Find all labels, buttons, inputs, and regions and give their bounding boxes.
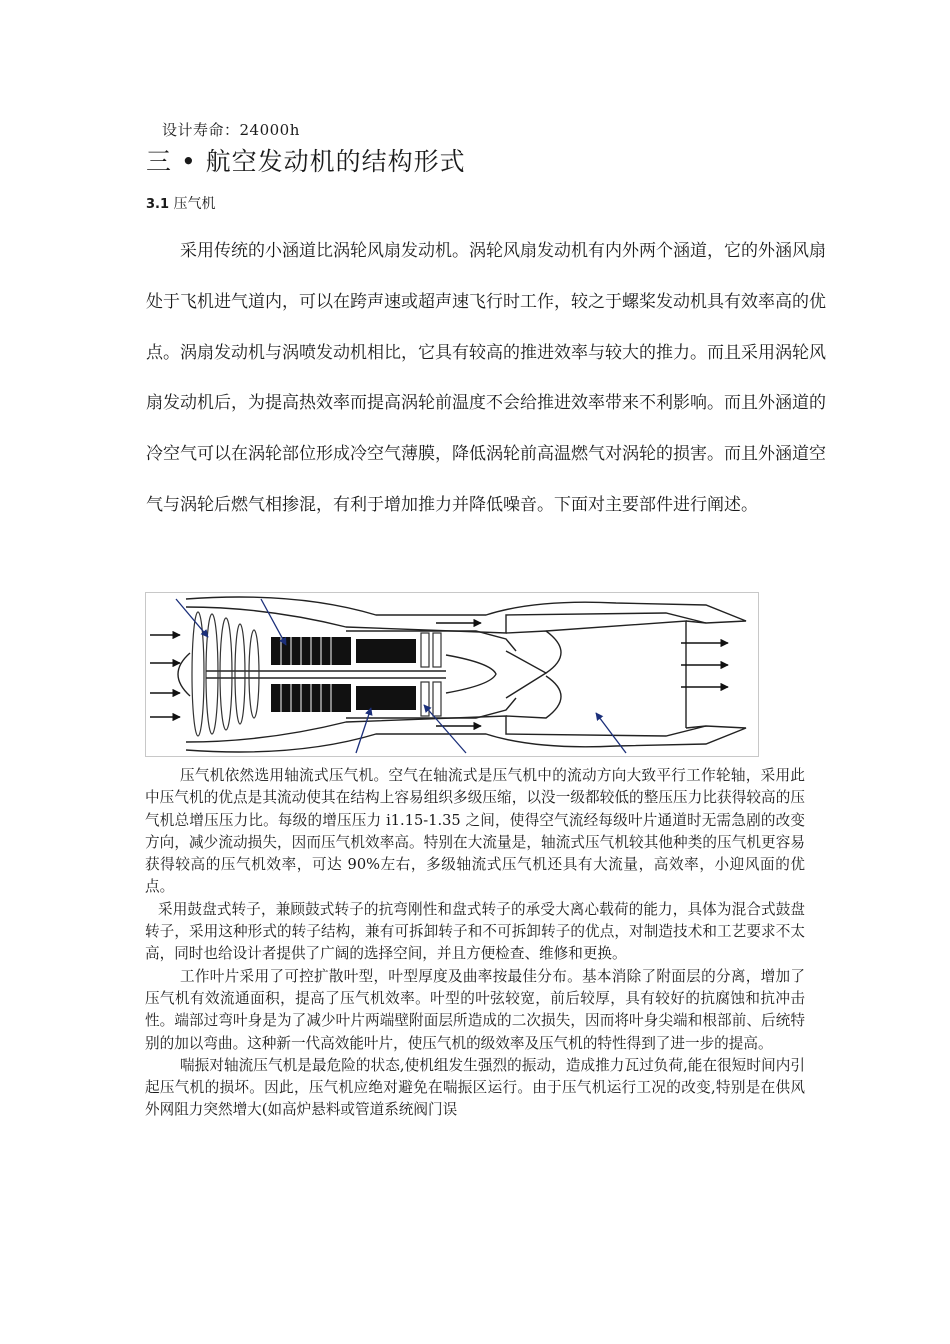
flameholder	[506, 651, 546, 698]
bypass-line-top	[186, 607, 706, 633]
paragraph-surge: 喘振对轴流压气机是最危险的状态,使机组发生强烈的振动，造成推力瓦过负荷,能在很短时间内引起压气机的损坏。因此，压气机应绝对避免在喘振区运行。由于压气机运行工况的改变,特别是在供风外网阻力突然增大(如高炉悬料或管道系统阀门误	[145, 1056, 805, 1119]
exhaust-cone	[446, 655, 496, 693]
paragraph-compressor-type: 压气机依然选用轴流式压气机。空气在轴流式是压气机中的流动方向大致平行工作轮轴，采用此中压气机的优点是其流动使其在结构上容易组织多级压缩，以没一级都较低的整压压力比获得较高的压气机总增压压力比。每级的增压压力 i1.15-1.35 之间，使得空气流经每级叶片通道时无需急剧的改变方向，减少流动损失，因而压气机效率高。特别在大流量是，轴流式压气机较其他种类的压气机更容易获得较高的压气机效率，可达 90%左右，多级轴流式压气机还具有大流量，高效率，小迎风面的优点。	[145, 767, 805, 896]
paragraph-rotor: 采用鼓盘式转子，兼顾鼓式转子的抗弯刚性和盘式转子的承受大离心载荷的能力，具体为混合式鼓盘转子，采用这种形式的转子结构，兼有可拆卸转子和不可拆卸转子的优点，对制造技术和工艺要求不太高，同时也给设计者提供了广阔的选择空间，并且方便检查、维修和更换。	[145, 900, 805, 963]
afterburner-bottom	[506, 676, 561, 718]
subsection-title: 压气机	[173, 196, 216, 212]
intro-paragraph: 采用传统的小涵道比涡轮风扇发动机。涡轮风扇发动机有内外两个涵道，它的外涵风扇处于飞机进气道内，可以在跨声速或超声速飞行时工作，较之于螺桨发动机具有效率高的优点。涡扇发动机与涡喷发动机相比，它具有较高的推进效率与较大的推力。而且采用涡轮风扇发动机后，为提高热效率而提高涡轮前温度不会给推进效率带来不利影响。而且外涵道的冷空气可以在涡轮部位形成冷空气薄膜，降低涡轮前高温燃气对涡轮的损害。而且外涵道空气与涡轮后燃气相掺混，有利于增加推力并降低噪音。下面对主要部件进行阐述。	[146, 241, 826, 515]
design-life-label: 设计寿命：24000h	[162, 121, 300, 139]
nacelle-outer-top	[186, 597, 746, 623]
body-text	[145, 765, 805, 1122]
turbine-stages	[421, 633, 441, 716]
section-heading: 三 • 航空发动机的结构形式	[146, 147, 466, 176]
turbofan-diagram	[146, 593, 758, 756]
inlet-spinner	[178, 653, 190, 696]
subsection-heading	[146, 193, 215, 213]
paragraph-blades: 工作叶片采用了可控扩散叶型，叶型厚度及曲率按最佳分布。基本消除了附面层的分离，增加了压气机有效流通面积，提高了压气机效率。叶型的叶弦较宽，前后较厚，具有较好的抗腐蚀和抗冲击性。端部过弯叶身是为了减少叶片两端壁附面层所造成的二次损失，因而将叶身尖端和根部前、后统特别的加以弯曲。这种新一代高效能叶片，使压气机的级效率及压气机的特性得到了进一步的提高。	[145, 967, 805, 1052]
label-pointers	[176, 599, 626, 753]
subsection-number: 3.1	[146, 197, 170, 212]
compressor-blocks	[271, 637, 416, 712]
nozzle-inner-top	[546, 621, 686, 728]
engine-figure	[145, 592, 759, 757]
nacelle-outer-bottom	[186, 726, 746, 752]
bypass-line-bottom	[186, 716, 706, 742]
